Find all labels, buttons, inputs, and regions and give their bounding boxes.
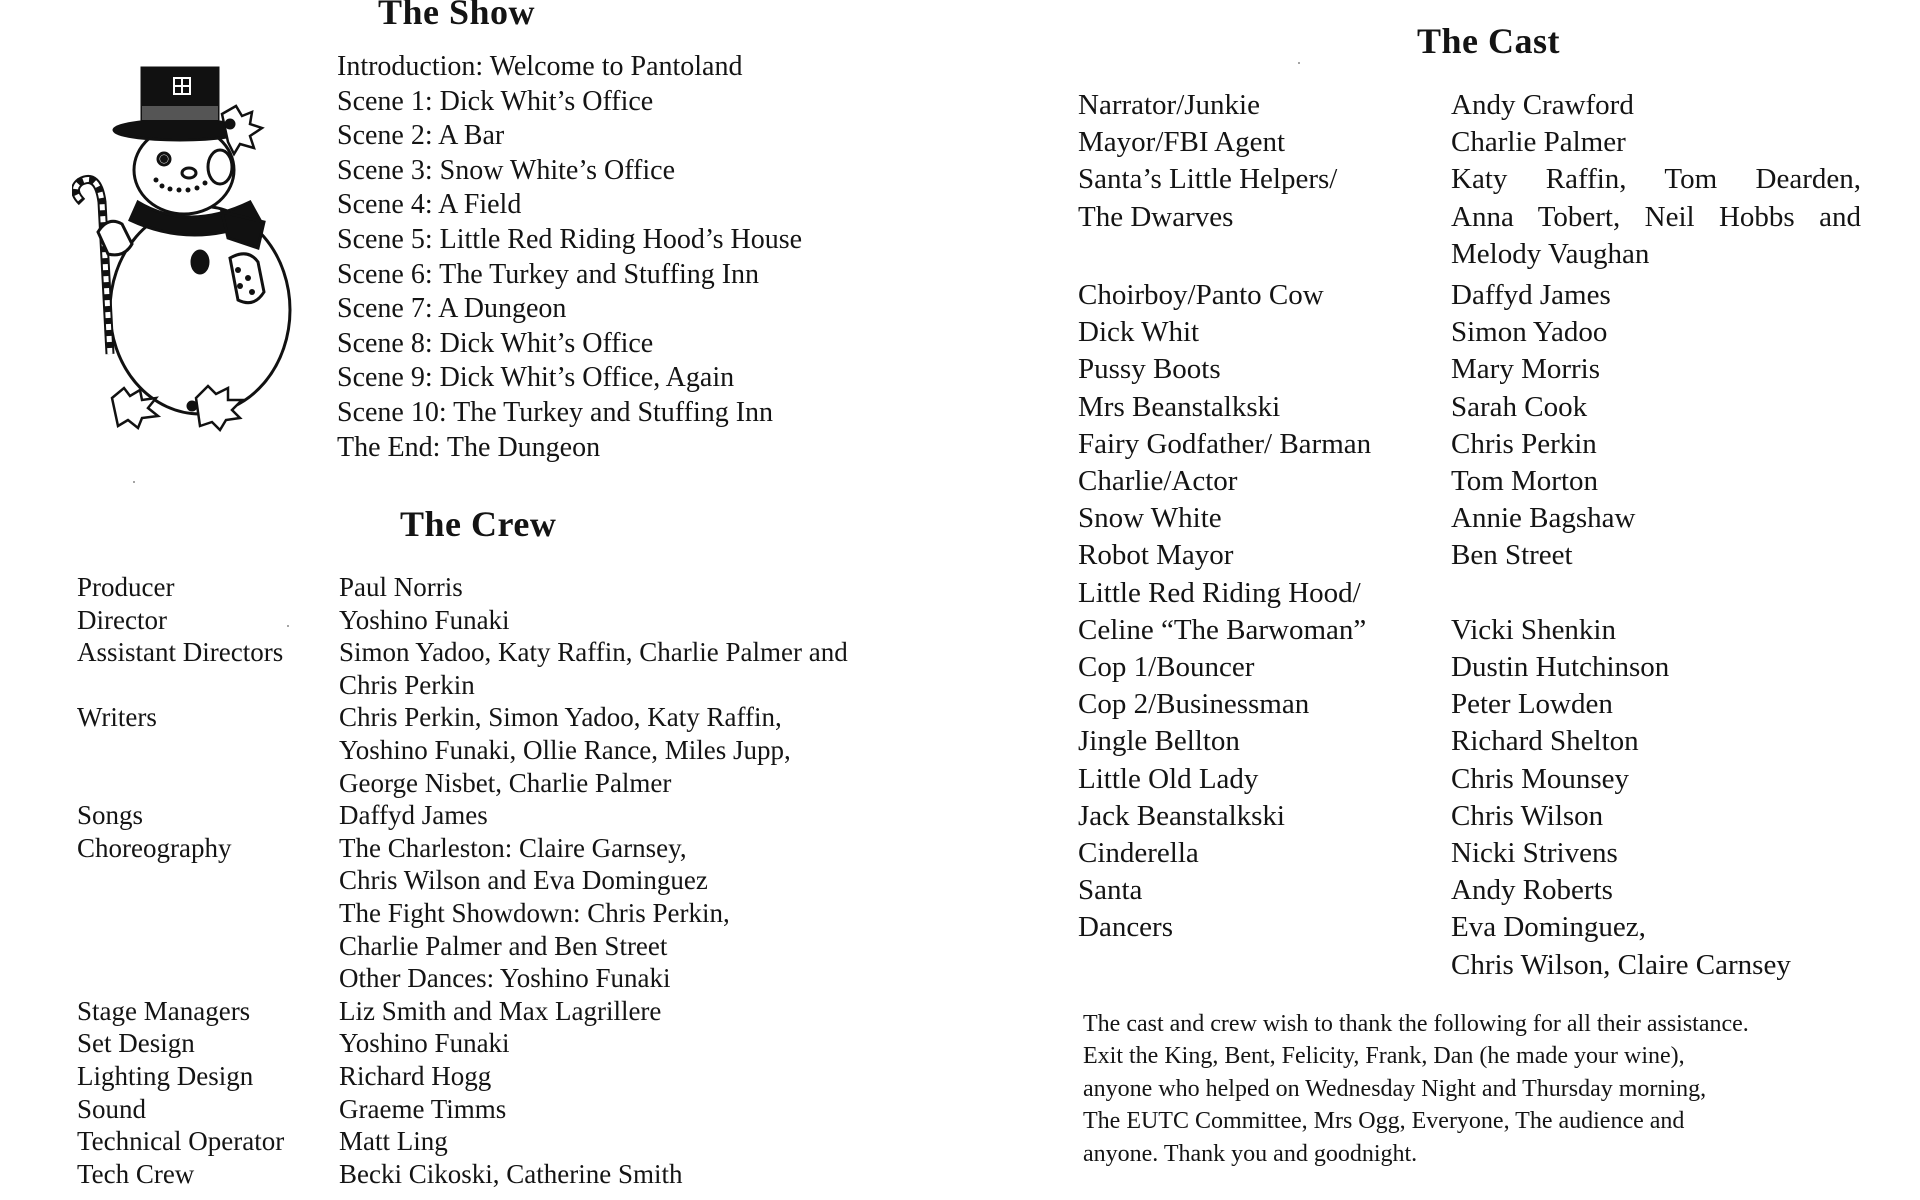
scene-item: Scene 6: The Turkey and Stuffing Inn: [337, 258, 760, 290]
crew-row: [77, 701, 939, 799]
cast-role: Santa’s Little Helpers/: [1078, 163, 1338, 196]
crew-names: [339, 604, 939, 637]
crew-role: Set Design: [77, 1028, 195, 1059]
cast-row: [1078, 426, 1861, 463]
cast-role: The Dwarves: [1078, 200, 1234, 233]
thanks-line: The EUTC Committee, Mrs Ogg, Everyone, The audience and: [1083, 1108, 1685, 1135]
crew-heading: The Crew: [400, 504, 557, 544]
cast-role: Dick Whit: [1078, 316, 1200, 349]
cast-name: Mary Morris: [1451, 353, 1601, 386]
cast-role: Mayor/FBI Agent: [1078, 126, 1286, 159]
cast-name: Chris Wilson: [1451, 799, 1604, 832]
crew-role: Stage Managers: [77, 995, 251, 1026]
crew-row: [77, 1027, 939, 1060]
cast-role: Little Old Lady: [1078, 762, 1259, 795]
cast-name: Peter Lowden: [1451, 688, 1613, 721]
cast-row: [1078, 537, 1861, 574]
cast-row: [1078, 575, 1861, 649]
crew-role: Writers: [77, 702, 157, 733]
cast-row: [1078, 723, 1861, 760]
cast-row: [1078, 277, 1861, 314]
crew-role: Songs: [77, 800, 144, 831]
crew-name-line: George Nisbet, Charlie Palmer: [339, 767, 672, 798]
cast-name: Nicki Strivens: [1451, 837, 1618, 870]
cast-role: Santa: [1078, 874, 1143, 907]
crew-names: [339, 1093, 939, 1126]
cast-name: Melody Vaughan: [1451, 237, 1650, 270]
cast-list: [1078, 87, 1861, 984]
scene-item: The End: The Dungeon: [337, 431, 601, 463]
cast-name: Andy Roberts: [1451, 874, 1613, 907]
cast-role: Jack Beanstalkski: [1078, 799, 1285, 832]
crew-row: [77, 1158, 939, 1191]
thanks-line: anyone. Thank you and goodnight.: [1083, 1140, 1418, 1167]
crew-name-line: Chris Wilson and Eva Dominguez: [339, 865, 708, 896]
crew-names: [339, 1027, 939, 1060]
cast-role: Snow White: [1078, 502, 1222, 535]
cast-role: Cop 1/Bouncer: [1078, 651, 1255, 684]
scene-item: Scene 2: A Bar: [337, 120, 505, 152]
cast-row: [1078, 500, 1861, 537]
cast-role: Cinderella: [1078, 837, 1199, 870]
crew-name-line: Daffyd James: [339, 800, 488, 831]
cast-role: Fairy Godfather/ Barman: [1078, 427, 1372, 460]
cast-name: Annie Bagshaw: [1451, 502, 1636, 535]
scene-item: Scene 4: A Field: [337, 189, 522, 221]
scene-item: Scene 9: Dick Whit’s Office, Again: [337, 362, 735, 394]
thanks-line: The cast and crew wish to thank the following for all their assistance.: [1083, 1011, 1749, 1037]
crew-name-line: Charlie Palmer and Ben Street: [339, 930, 668, 961]
scan-speck: [287, 625, 289, 627]
crew-row: [77, 571, 939, 604]
cast-role: Cop 2/Businessman: [1078, 688, 1310, 721]
cast-row: [1078, 124, 1861, 161]
cast-row: [1078, 649, 1861, 686]
cast-role: Charlie/Actor: [1078, 465, 1238, 498]
crew-name-line: Graeme Timms: [339, 1093, 507, 1124]
crew-name-line: Becki Cikoski, Catherine Smith: [339, 1158, 683, 1189]
crew-role: Producer: [77, 572, 175, 602]
crew-row: [77, 799, 939, 832]
crew-role: Lighting Design: [77, 1060, 254, 1091]
cast-row: [1078, 835, 1861, 872]
crew-names: [339, 832, 939, 995]
cast-role: Choirboy/Panto Cow: [1078, 279, 1324, 312]
thanks-line: Exit the King, Bent, Felicity, Frank, Dan (he made your wine),: [1083, 1043, 1685, 1070]
cast-role: Mrs Beanstalkski: [1078, 390, 1281, 423]
scene-item: Scene 1: Dick Whit’s Office: [337, 85, 654, 117]
cast-name: Simon Yadoo: [1451, 316, 1608, 349]
crew-names: [339, 1125, 939, 1158]
scene-list: [337, 50, 802, 465]
crew-name-line: The Fight Showdown: Chris Perkin,: [339, 897, 730, 928]
scene-item: Scene 8: Dick Whit’s Office: [337, 327, 654, 359]
crew-names: [339, 1158, 939, 1191]
snowman-with-top-hat-and-candy-cane-icon: [75, 68, 290, 430]
crew-row: [77, 1060, 939, 1093]
cast-row: [1078, 798, 1861, 835]
cast-name: Katy Raffin, Tom Dearden,: [1451, 163, 1861, 196]
cast-name: Sarah Cook: [1451, 390, 1588, 423]
cast-name: Ben Street: [1451, 539, 1573, 572]
cast-row: [1078, 463, 1861, 500]
crew-role: Choreography: [77, 832, 232, 863]
cast-name: Vicki Shenkin: [1451, 613, 1616, 646]
crew-role: Technical Operator: [77, 1126, 285, 1157]
cast-name: Anna Tobert, Neil Hobbs and: [1451, 200, 1861, 233]
crew-names: [339, 1060, 939, 1093]
cast-row: [1078, 872, 1861, 909]
cast-name: Charlie Palmer: [1451, 126, 1626, 159]
cast-name: Andy Crawford: [1451, 89, 1634, 121]
crew-role: Director: [77, 604, 167, 635]
crew-names: [339, 995, 939, 1028]
cast-role: Celine “The Barwoman”: [1078, 613, 1367, 646]
crew-name-line: Yoshino Funaki: [339, 1028, 510, 1059]
thanks-note: [1083, 1008, 1749, 1170]
crew-role: Tech Crew: [77, 1158, 195, 1189]
scan-speck: [1298, 62, 1300, 64]
crew-name-line: Simon Yadoo, Katy Raffin, Charlie Palmer and: [339, 637, 848, 668]
crew-row: [77, 636, 939, 701]
cast-row: [1078, 686, 1861, 723]
cast-name: Daffyd James: [1451, 279, 1611, 312]
cast-row: [1078, 314, 1861, 351]
cast-name: Chris Mounsey: [1451, 762, 1630, 795]
crew-row: [77, 1093, 939, 1126]
crew-name-line: Chris Perkin: [339, 669, 475, 700]
crew-row: [77, 832, 939, 995]
cast-name: Chris Perkin: [1451, 427, 1597, 460]
crew-list: [77, 571, 939, 1190]
cast-row: [1078, 909, 1861, 983]
crew-names: [339, 571, 939, 604]
crew-name-line: Matt Ling: [339, 1126, 448, 1157]
show-heading: The Show: [378, 0, 536, 32]
crew-role: Sound: [77, 1093, 147, 1124]
crew-row: [77, 1125, 939, 1158]
crew-name-line: Other Dances: Yoshino Funaki: [339, 963, 671, 994]
crew-name-line: Chris Perkin, Simon Yadoo, Katy Raffin,: [339, 702, 782, 733]
cast-heading: The Cast: [1417, 21, 1561, 61]
cast-role: Jingle Bellton: [1078, 725, 1240, 758]
crew-name-line: The Charleston: Claire Garnsey,: [339, 832, 687, 863]
crew-name-line: Yoshino Funaki: [339, 604, 510, 635]
cast-name: Eva Dominguez,: [1451, 911, 1646, 944]
scene-item: Scene 5: Little Red Riding Hood’s House: [337, 223, 803, 255]
snowman-illustration: [72, 62, 292, 432]
scene-item: Scene 3: Snow White’s Office: [337, 154, 676, 186]
scene-item: Scene 7: A Dungeon: [337, 293, 567, 325]
crew-names: [339, 701, 939, 799]
cast-role: Dancers: [1078, 911, 1174, 944]
cast-role: Robot Mayor: [1078, 539, 1234, 572]
scene-item: Scene 10: The Turkey and Stuffing Inn: [337, 396, 774, 428]
cast-row: [1078, 161, 1861, 273]
scene-item: Introduction: Welcome to Pantoland: [337, 51, 743, 82]
crew-names: [339, 636, 939, 701]
cast-role: Pussy Boots: [1078, 353, 1221, 386]
cast-row: [1078, 351, 1861, 388]
crew-name-line: Paul Norris: [339, 572, 463, 602]
crew-name-line: Liz Smith and Max Lagrillere: [339, 995, 662, 1026]
cast-role: Narrator/Junkie: [1078, 89, 1260, 121]
crew-row: [77, 995, 939, 1028]
cast-name: Dustin Hutchinson: [1451, 651, 1670, 684]
crew-name-line: Yoshino Funaki, Ollie Rance, Miles Jupp,: [339, 734, 791, 765]
cast-name: Tom Morton: [1451, 465, 1598, 498]
crew-role: Assistant Directors: [77, 637, 284, 668]
cast-row: [1078, 87, 1861, 124]
cast-role: Little Red Riding Hood/: [1078, 576, 1361, 609]
cast-name: Richard Shelton: [1451, 725, 1639, 758]
crew-row: [77, 604, 939, 637]
cast-row: [1078, 389, 1861, 426]
scan-speck: [133, 481, 135, 483]
cast-name: Chris Wilson, Claire Carnsey: [1451, 948, 1791, 981]
cast-row: [1078, 761, 1861, 798]
crew-name-line: Richard Hogg: [339, 1060, 492, 1091]
thanks-line: anyone who helped on Wednesday Night and Thursday morning,: [1083, 1075, 1707, 1102]
crew-names: [339, 799, 939, 832]
